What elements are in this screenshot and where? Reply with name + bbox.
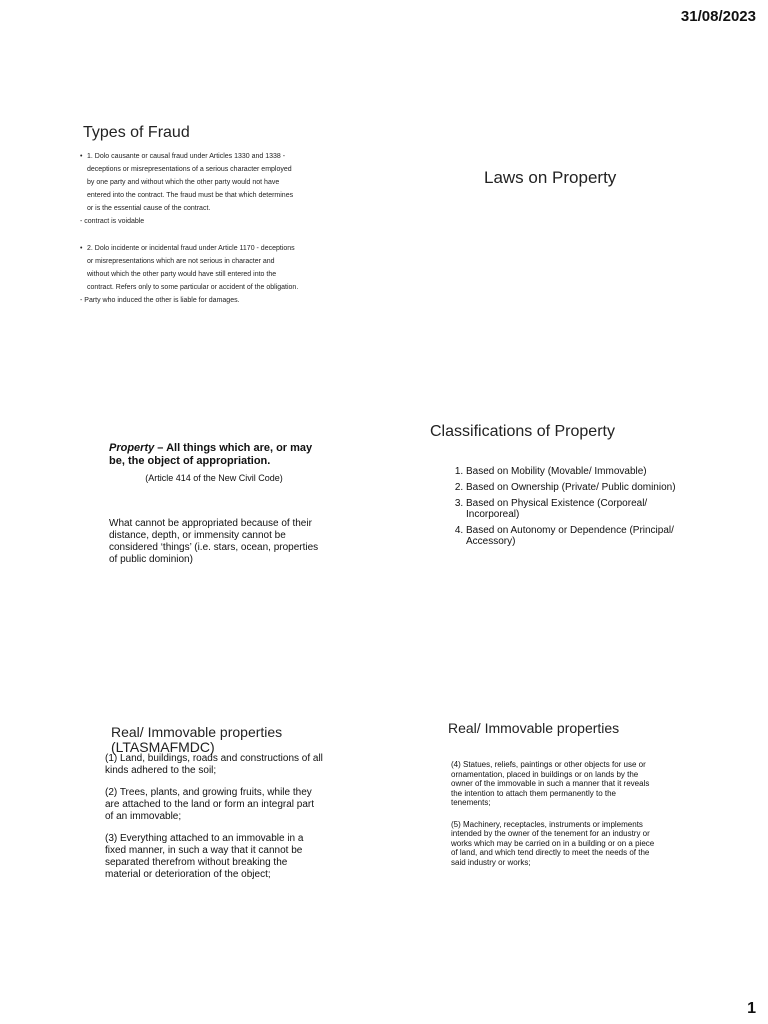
slide-real-properties-title: Real/ Immovable properties (LTASMAFMDC) [111,724,283,755]
slide-property-definition [109,442,319,566]
list-item: 4. Based on Autonomy or Dependence (Principal/ Accessory) [466,525,686,547]
text-line: by one party and without which the other party would not have [87,179,280,186]
document-date: 31/08/2023 [680,8,756,25]
list-item: 1. Based on Mobility (Movable/ Immovable) [466,466,686,477]
slide-title: Types of Fraud [83,124,190,141]
list-item: 2. Based on Ownership (Private/ Public dominion) [466,482,686,493]
page-number: 1 [747,1000,756,1017]
text-line: or is the essential cause of the contract. [87,205,211,212]
list-item: (5) Machinery, receptacles, instruments or implements intended by the owner of the tenement for an industry or works which may be carried on in a building or on a piece of land, and which tend directly to meet the needs of the said industry or works; [451,819,655,867]
list-item: (3) Everything attached to an immovable in a fixed manner, in such a way that it cannot be separated therefrom without breaking the material or deterioration of the object; [105,833,304,880]
slide-real-properties-cont-title: Real/ Immovable properties [448,720,620,736]
text-line: deceptions or misrepresentations of a serious character employed [87,166,292,173]
list-item: (2) Trees, plants, and growing fruits, while they are attached to the land or form an integral part of an immovable; [105,787,315,822]
definition [109,442,319,468]
term: Property [109,442,155,454]
note-voidable: - contract is voidable [80,218,145,225]
note-damages: - Party who induced the other is liable for damages. [80,297,240,304]
definition-text: – All things which are, or may be, the object of appropriation. [109,442,313,467]
list-item: 3. Based on Physical Existence (Corporeal/ Incorporeal) [466,498,686,520]
text-line: • 1. Dolo causante or causal fraud under Articles 1330 and 1338 - [87,153,286,160]
text-line: entered into the contract. The fraud must be that which determines [87,192,294,199]
real-properties-list [105,753,323,891]
text-line: • 2. Dolo incidente or incidental fraud under Article 1170 - deceptions [87,245,295,252]
article-reference: (Article 414 of the New Civil Code) [145,473,283,483]
bullet-dolo-causante [80,150,355,215]
fraud-bullets [80,150,355,307]
slide-laws-on-property-title: Laws on Property [484,168,617,187]
text-line: contract. Refers only to some particular or accident of the obligation. [87,284,299,291]
slide-classifications-title: Classifications of Property [430,423,615,440]
note-inappropriable: What cannot be appropriated because of their distance, depth, or immensity cannot be considered ‘things’ (i.e. stars, ocean, properties of public dominion) [109,518,319,565]
slide-types-of-fraud [80,124,355,307]
text-line: without which the other party would have still entered into the [87,271,277,278]
list-item: (4) Statues, reliefs, paintings or other objects for use or ornamentation, placed in buildings or on lands by the owner of the immovable in such a manner that it reveals the intention to attach them permanently to the tenements; [451,760,650,807]
real-properties-cont-list [451,760,656,879]
text-line: or misrepresentations which are not serious in character and [87,258,275,265]
list-item: (1) Land, buildings, roads and constructions of all kinds adhered to the soil; [105,753,323,776]
classification-list [448,466,686,552]
bullet-dolo-incidente [80,242,355,294]
